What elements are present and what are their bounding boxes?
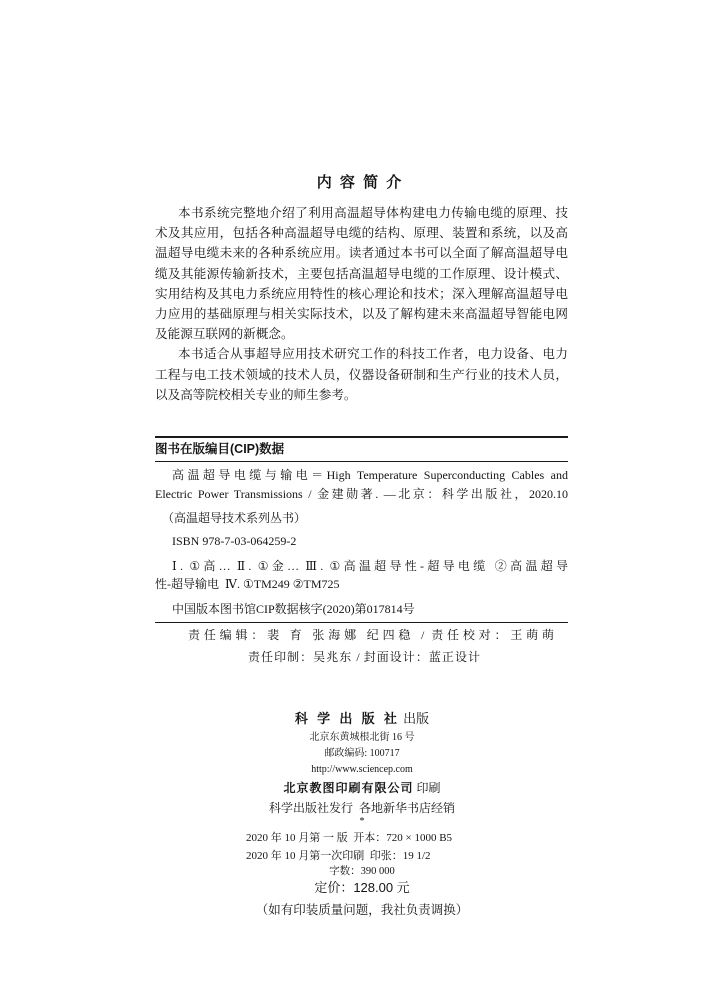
editors-credit: 责任编辑：裴 育 张海娜 纪四稳 / 责任校对：王萌萌: [188, 628, 554, 642]
printer-name: 北京教图印刷有限公司: [283, 781, 414, 795]
cip-top-rule: [155, 436, 568, 438]
printing-line: 2020 年 10 月第一次印刷 印张：19 1/2: [246, 850, 431, 862]
imprint-separator: *: [359, 816, 365, 827]
intro-paragraph-1-line: 缆及其能源传输新技术，主要包括高温超导电缆的工作原理、设计模式、: [155, 267, 568, 281]
printer-line: [4, 781, 720, 796]
intro-paragraph-1-line: 温超导电缆未来的各种系统应用。读者通过本书可以全面了解高温超导电: [155, 246, 568, 260]
intro-paragraph-1-line: 及能源互联网的新概念。: [155, 327, 294, 341]
cip-bottom-rule: [155, 622, 568, 623]
intro-title: 内 容 简 介: [316, 174, 404, 191]
cip-title-line: 高温超导电缆与输电＝High Temperature Superconducting Cables and: [172, 468, 568, 482]
cip-title-line: Electric Power Transmissions / 金建勋著. —北京：科学出版社，2020.10: [155, 487, 568, 501]
cip-series: （高温超导技术系列丛书）: [162, 511, 307, 525]
printer-role: 印刷: [413, 781, 441, 795]
intro-paragraph-1-line: 力应用的基础原理与相关实际技术，以及了解构建未来高温超导智能电网: [155, 307, 568, 321]
cip-heading: 图书在版编目(CIP)数据: [155, 442, 285, 456]
cip-classification-line: Ⅰ. ①高… Ⅱ. ①金… Ⅲ. ①高温超导性-超导电缆 ②高温超导: [172, 559, 568, 573]
quality-notice: （如有印装质量问题，我社负责调换）: [255, 903, 469, 917]
intro-paragraph-1-line: 术及其应用，包括各种高温超导电缆的结构、原理、装置和系统，以及高: [155, 226, 568, 240]
cip-record-number: 中国版本图书馆CIP数据核字(2020)第017814号: [172, 602, 415, 616]
intro-paragraph-2-line: 以及高等院校相关专业的师生参考。: [155, 388, 357, 402]
publisher-address: 北京东黄城根北街 16 号: [309, 732, 415, 743]
publisher-role: 出版: [399, 711, 430, 726]
intro-paragraph-2-line: 本书适合从事超导应用技术研究工作的科技工作者，电力设备、电力: [178, 347, 568, 361]
production-credit: 责任印制：吴兆东 / 封面设计：蓝正设计: [248, 650, 480, 664]
intro-paragraph-1-line: 实用结构及其电力系统应用特性的核心理论和技术；深入理解高温超导电: [155, 287, 568, 301]
publisher-website: http://www.sciencep.com: [311, 764, 413, 775]
cip-classification-line: 性-超导输电 Ⅳ. ①TM249 ②TM725: [155, 577, 340, 591]
price: 定价：128.00 元: [314, 880, 410, 895]
publisher-postcode: 邮政编码: 100717: [324, 748, 400, 759]
cip-heading-rule: [155, 461, 568, 462]
cip-isbn: ISBN 978-7-03-064259-2: [172, 534, 297, 548]
publisher-line: [4, 711, 720, 727]
intro-paragraph-1-line: 本书系统完整地介绍了利用高温超导体构建电力传输电缆的原理、技: [178, 206, 568, 220]
edition-line: 2020 年 10 月第 一 版 开本：720 × 1000 B5: [246, 832, 453, 844]
distribution-line: 科学出版社发行 各地新华书店经销: [268, 801, 455, 815]
word-count: 字数：390 000: [329, 866, 395, 877]
intro-paragraph-2-line: 工程与电工技术领域的技术人员，仪器设备研制和生产行业的技术人员，: [155, 368, 568, 382]
publisher-name: 科 学 出 版 社: [294, 711, 400, 726]
